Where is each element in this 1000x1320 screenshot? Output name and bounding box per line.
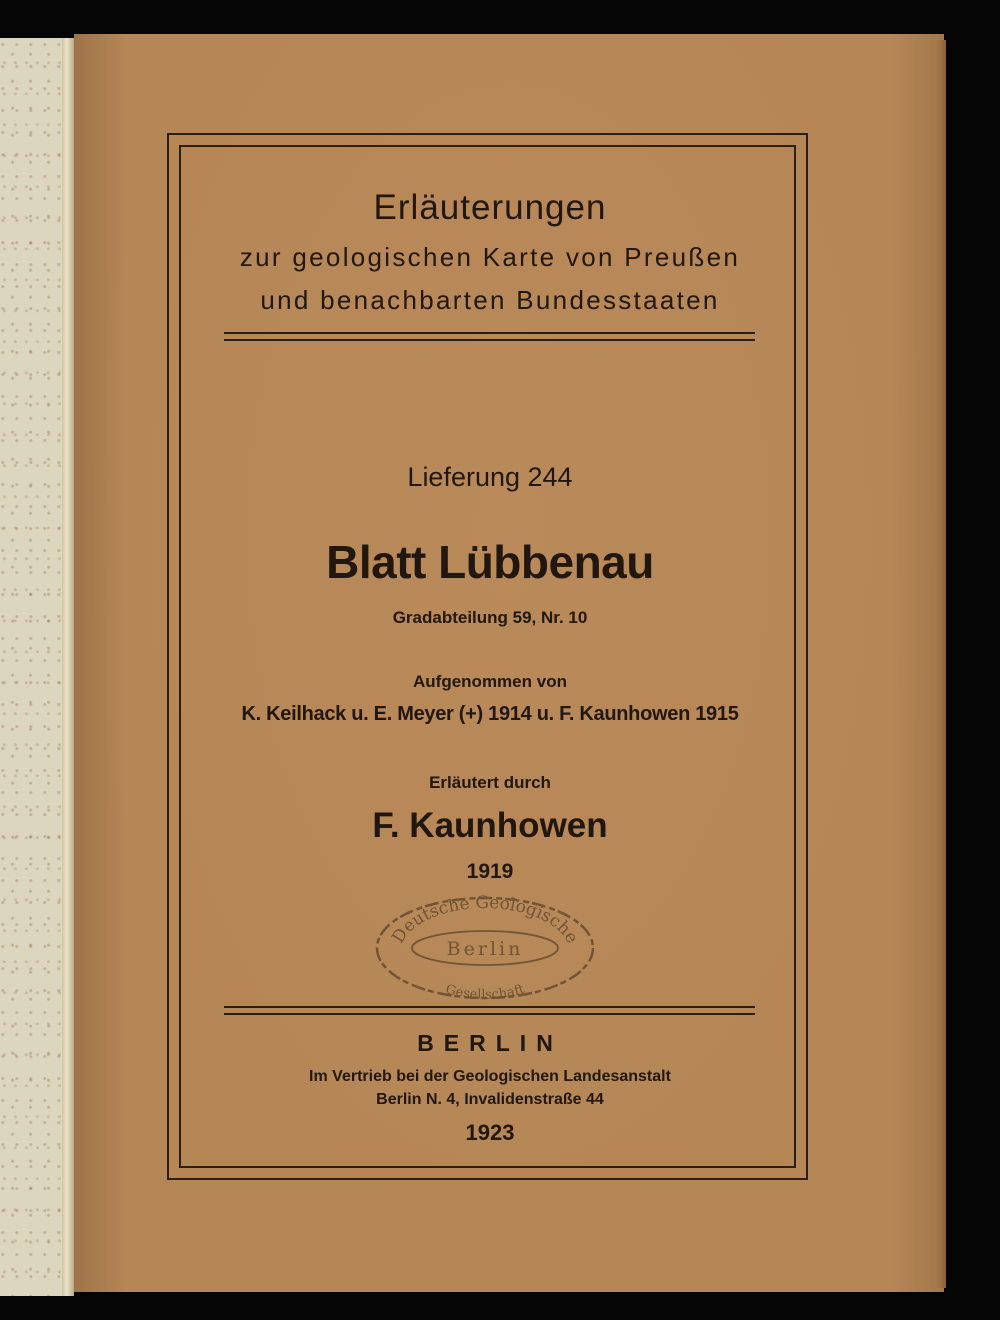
surveyed-by-label: Aufgenommen von bbox=[413, 672, 567, 691]
sheet-title: Blatt Lübbenau bbox=[326, 536, 654, 588]
explanation-year: 1919 bbox=[466, 860, 514, 883]
double-rule-bottom bbox=[224, 1006, 755, 1015]
stamp-text-top: Deutsche Geologische bbox=[388, 893, 582, 947]
delivery-number: Lieferung 244 bbox=[407, 462, 573, 492]
publication-year: 1923 bbox=[465, 1120, 515, 1145]
grid-section: Gradabteilung 59, Nr. 10 bbox=[392, 608, 588, 627]
subtitle-line-2: und benachbarten Bundesstaaten bbox=[260, 285, 720, 315]
author-name: F. Kaunhowen bbox=[372, 806, 608, 845]
double-rule-top bbox=[224, 332, 755, 341]
explained-by-label: Erläutert durch bbox=[429, 773, 551, 792]
stamp-text-bottom: Gesellschaft bbox=[443, 981, 527, 1003]
spine-edge bbox=[62, 38, 74, 1296]
subtitle-line-1: zur geologischen Karte von Preußen bbox=[239, 242, 741, 272]
surveyors: K. Keilhack u. E. Meyer (+) 1914 u. F. Kaunhowen 1915 bbox=[241, 703, 739, 725]
publisher-city: BERLIN bbox=[417, 1030, 563, 1056]
page-title: Erläuterungen bbox=[373, 188, 607, 227]
distribution-line-2: Berlin N. 4, Invalidenstraße 44 bbox=[376, 1091, 604, 1108]
library-stamp bbox=[370, 893, 600, 1003]
book-spine bbox=[0, 38, 62, 1296]
distribution-line-1: Im Vertrieb bei der Geologischen Landesanstalt bbox=[309, 1068, 671, 1085]
page-edge bbox=[936, 40, 946, 1288]
stamp-text-center: Berlin bbox=[446, 938, 524, 960]
